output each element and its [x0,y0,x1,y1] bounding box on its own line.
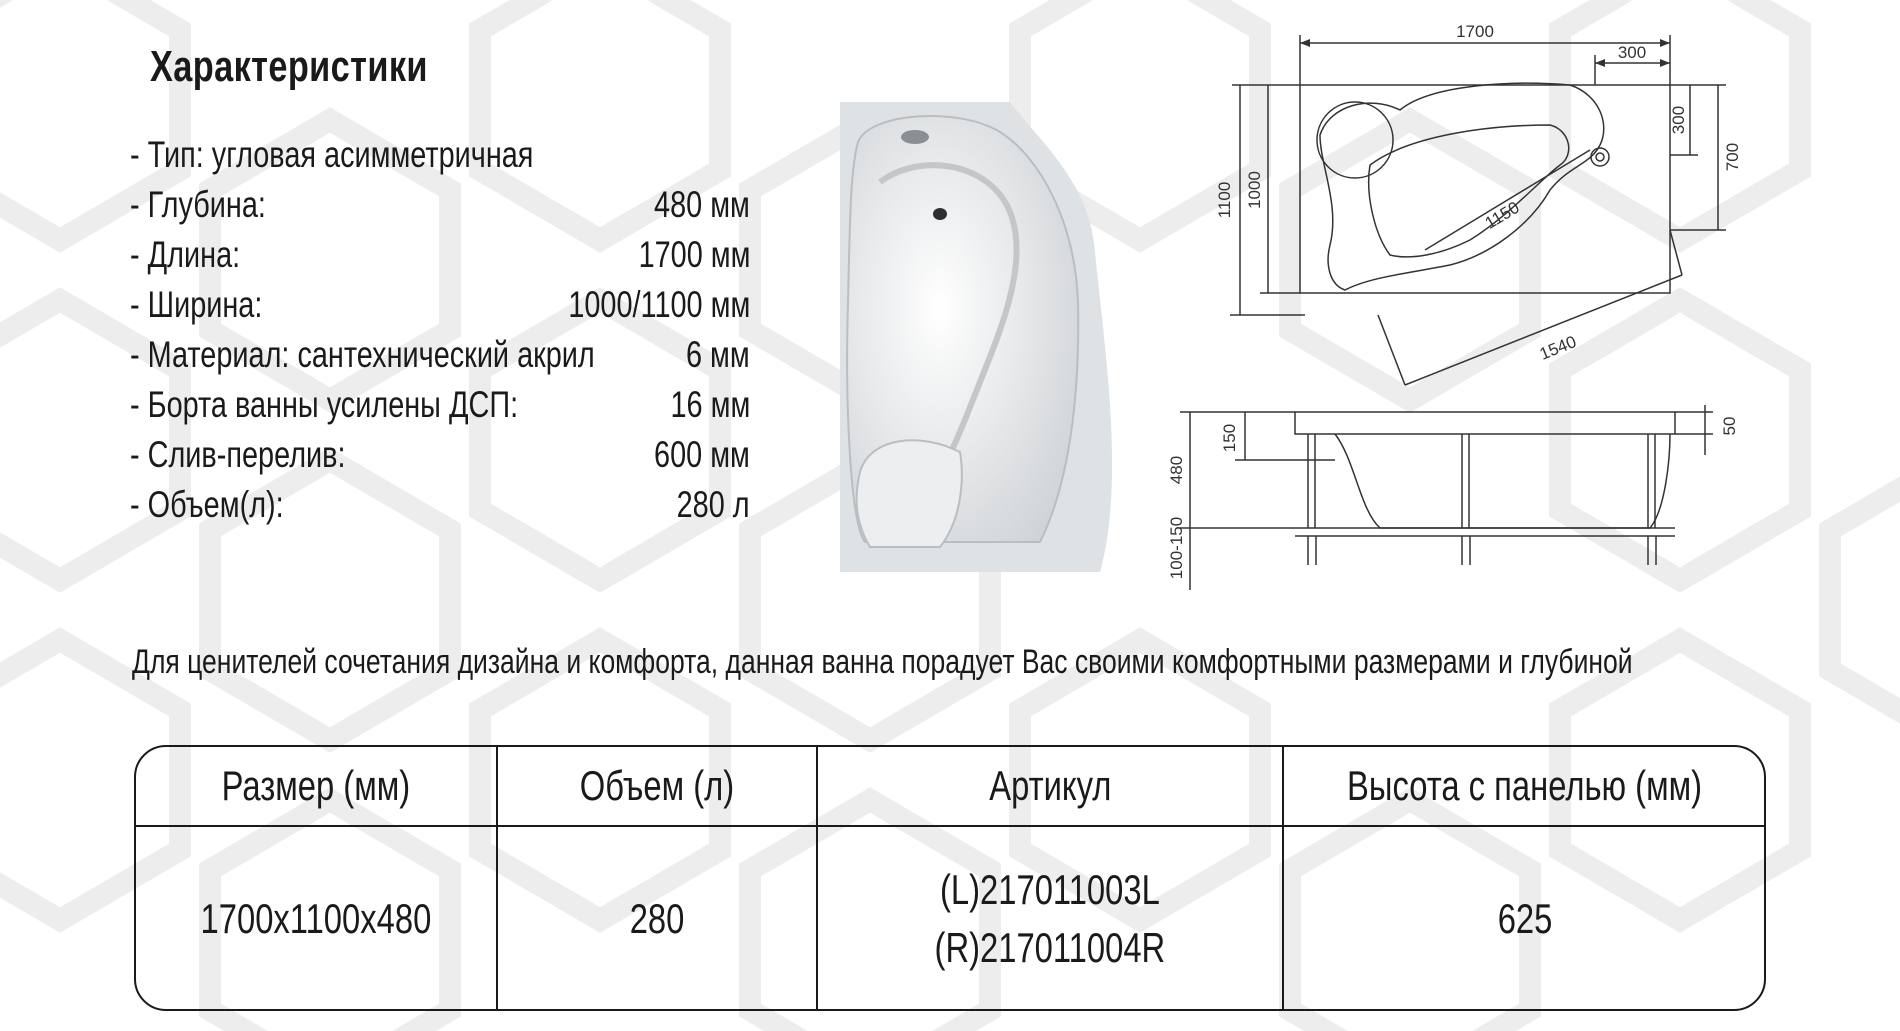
spec-label: - Тип: угловая асимметричная [130,134,534,175]
dim-height-outer: 1100 [1215,181,1234,219]
dim-inner-diag: 1150 [1481,197,1523,233]
page-title: Характеристики [150,42,428,91]
dim-front-diag: 1540 [1536,332,1580,364]
table-column [818,747,1284,1009]
side-view-drawing [1160,400,1760,595]
dim-rim: 50 [1720,416,1739,436]
spec-row [130,180,750,230]
spec-row [130,280,750,330]
table-header: Высота с панелью (мм) [1284,747,1766,827]
table-header: Объем (л) [498,747,816,827]
spec-row [130,480,750,530]
table-cell-size: 1700x1100x480 [200,895,432,942]
spec-row [130,380,750,430]
spec-row [130,230,750,280]
article-left: (L)217011003L [940,866,1160,913]
spec-value: 280 л [676,484,750,525]
specs-list [130,130,750,530]
spec-value: 480 мм [654,184,750,225]
dim-height-inner: 1000 [1245,171,1264,209]
spec-label: - Ширина: [130,284,263,325]
dim-length: 1700 [1456,22,1494,41]
spec-label: - Слив-перелив: [130,434,346,475]
product-table [134,745,1766,1011]
spec-row [130,330,750,380]
spec-value: 6 мм [686,334,750,375]
table-header: Размер (мм) [136,747,496,827]
spec-value: 600 мм [654,434,750,475]
top-view-drawing [1170,15,1760,405]
dim-right-height: 700 [1723,142,1742,172]
spec-value: 1000/1100 мм [568,284,750,325]
spec-value: 1700 мм [638,234,750,275]
dim-depth: 480 [1167,455,1186,485]
bathtub-photo [840,102,1130,572]
spec-row [130,430,750,480]
table-cell-article [818,827,1282,1011]
description-text: Для ценителей сочетания дизайна и комфорта, данная ванна порадует Вас своими комфортными размерами и глубиной [132,643,1633,681]
table-column [1284,747,1766,1009]
spec-label: - Материал: сантехнический акрил [130,334,595,375]
spec-value: 16 мм [670,384,750,425]
dim-right-offset: 300 [1669,105,1688,135]
article-right: (R)217011004R [934,924,1166,971]
dim-offset: 300 [1617,43,1647,62]
table-column [498,747,818,1009]
spec-label: - Борта ванны усилены ДСП: [130,384,519,425]
table-cell-volume: 280 [629,895,685,942]
spec-label: - Длина: [130,234,241,275]
spec-label: - Глубина: [130,184,266,225]
dim-legs: 100-150 [1167,516,1186,580]
spec-row [130,130,750,180]
table-column [136,747,498,1009]
spec-label: - Объем(л): [130,484,284,525]
dim-top-band: 150 [1220,423,1239,453]
table-cell-height: 625 [1497,895,1553,942]
table-header: Артикул [818,747,1282,827]
